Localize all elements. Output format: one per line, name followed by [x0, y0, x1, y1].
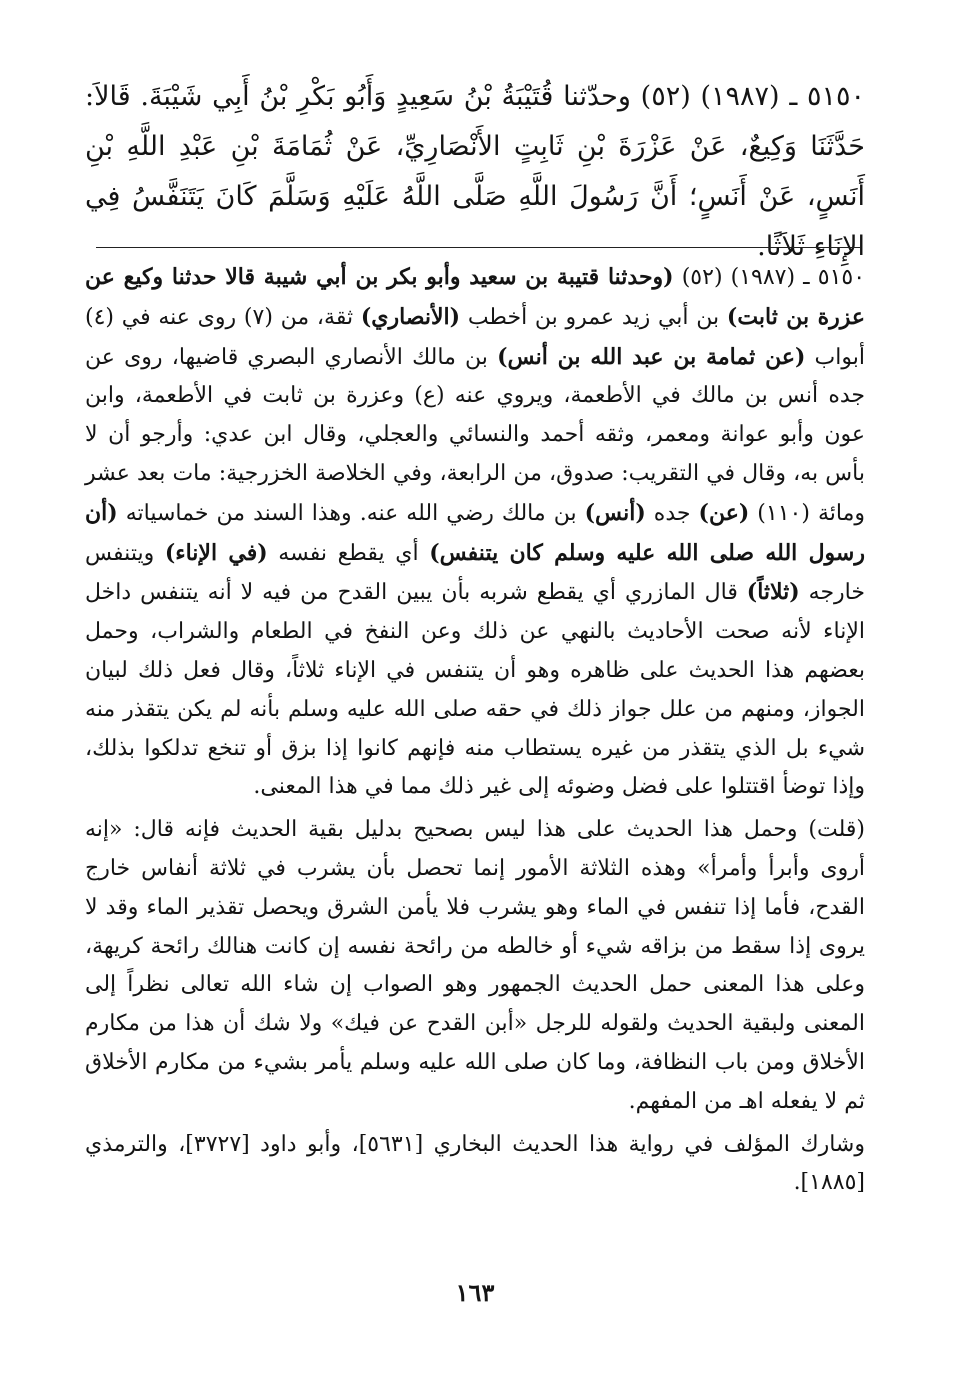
quoted-matn: (ثلاثاً) — [746, 579, 800, 606]
quoted-term: (عن) — [698, 499, 750, 526]
commentary-text: بن مالك الأنصاري البصري قاضيها، روى عن جده أنس بن مالك في الأطعمة، ويروي عنه (ع) وعزرة بن ثابت في الأطعمة، وابن عون وأبو عوانة ومعمر، وثقه أحمد والنسائي والعجلي، وقال ابن عدي: وأرجو أن لا بأس به، وقال في التقريب: صدوق، من الرابعة، وفي الخلاصة الخزرجية: مات بعد عشر ومائة (١١٠) — [85, 344, 865, 526]
commentary-text: ثقة، من (٧) روى عنه في (٤) أبواب — [85, 304, 865, 370]
quoted-matn: (أن رسول الله صلى الله عليه وسلم كان يتنفس) — [85, 499, 865, 566]
quoted-matn: (في الإناء) — [164, 539, 268, 566]
quoted-isnad: (عن ثمامة بن عبد الله بن أنس) — [497, 343, 806, 370]
commentary-text: بن أبي زيد عمرو بن أخطب — [460, 304, 727, 330]
commentary-paragraph-qultu: (قلت) وحمل هذا الحديث على هذا ليس بصحيح بدليل بقية الحديث فإنه قال: «إنه أروى وأبرأ وأمرأ» وهذه الثلاثة الأمور إنما تحصل بأن يشرب في ثلاثة أنفاس خارج القدح، فأما إذا تنفس في الماء وهو يشرب فلا يأمن الشرق ويحصل تقذير الماء وقد لا يروى إذا سقط من بزاقه شيء أو خالطه من رائحة نفسه إن كانت هنالك رائحة كريهة، وعلى هذا المعنى حمل الحديث الجمهور وهو الصواب إن شاء الله تعالى نظراً إلى المعنى ولبقية الحديث ولقوله للرجل «أبن القدح عن فيك» ولا شك أن هذا من مكارم الأخلاق ومن باب النظافة، وما كان صلى الله عليه وسلم يأمر بشيء من مكارم الأخلاق ثم لا يفعله اهـ من المفهم. — [85, 817, 865, 1114]
quoted-isnad: (وحدثنا قتيبة بن سعيد وأبو بكر بن أبي شيبة قالا حدثنا وكيع عن عزرة بن ثابت) — [85, 264, 865, 330]
commentary-section — [85, 258, 865, 1203]
commentary-text: أي يقطع نفسه — [267, 540, 430, 566]
takhrij-paragraph: وشارك المؤلف في رواية هذا الحديث البخاري [٥٦٣١]، وأبو داود [٣٧٢٧]، والترمذي [١٨٨٥]. — [85, 1131, 865, 1196]
hadith-text: ٥١٥٠ ـ (١٩٨٧) (٥٢) وحدّثنا قُتَيْبَةُ بْنُ سَعِيدٍ وَأَبُو بَكْرِ بْنُ أَبِي شَيْبَةَ. قَالاَ: حَدَّثَنَا وَكِيعٌ، عَنْ عَزْرَةَ بْنِ ثَابِتٍ الأَنْصَارِيِّ، عَنْ ثُمَامَةَ بْنِ عَبْدِ اللَّهِ بْنِ أَنَسٍ، عَنْ أَنَسٍ؛ أَنَّ رَسُولَ اللَّهِ صَلَّى اللَّهُ عَلَيْهِ وَسَلَّمَ كَانَ يَتَنَفَّسُ فِي الإِنَاءِ ثَلاَثًا. — [85, 81, 866, 262]
commentary-text: بن مالك رضي الله عنه. وهذا السند من خماسياته — [117, 500, 585, 526]
commentary-text: ويتنفس خارجه — [85, 540, 865, 606]
commentary-text: قال المازري أي يقطع شربه بأن يبين القدح من فيه لا أنه يتنفس داخل الإناء لأنه صحت الأحاديث بالنهي عن ذلك وعن النفخ في الطعام والشراب، وحمل بعضهم هذا الحديث على ظاهره وهو أن يتنفس في الإناء ثلاثاً، وقال فعل ذلك لبيان الجواز، ومنهم من علل جواز ذلك في حقه صلى الله عليه وسلم بأنه لم يكن يتقذر منه شيء بل الذي يتقذر من غيره يستطاب منه فإنهم كانوا إذا بزق أو تنخع تدلكوا بذلك، وإذا توضأ اقتتلوا على فضل وضوئه إلى غير ذلك مما في هذا المعنى. — [85, 580, 865, 800]
footnote-divider — [96, 247, 861, 248]
hadith-number: ٥١٥٠ ـ (١٩٨٧) (٥٢) — [673, 265, 866, 290]
commentary-paragraph — [85, 258, 865, 807]
page-number: ١٦٣ — [455, 1278, 495, 1307]
quoted-term: (أنس) — [584, 499, 646, 526]
quoted-term: (الأنصاري) — [360, 303, 461, 330]
commentary-text: جده — [645, 500, 699, 526]
